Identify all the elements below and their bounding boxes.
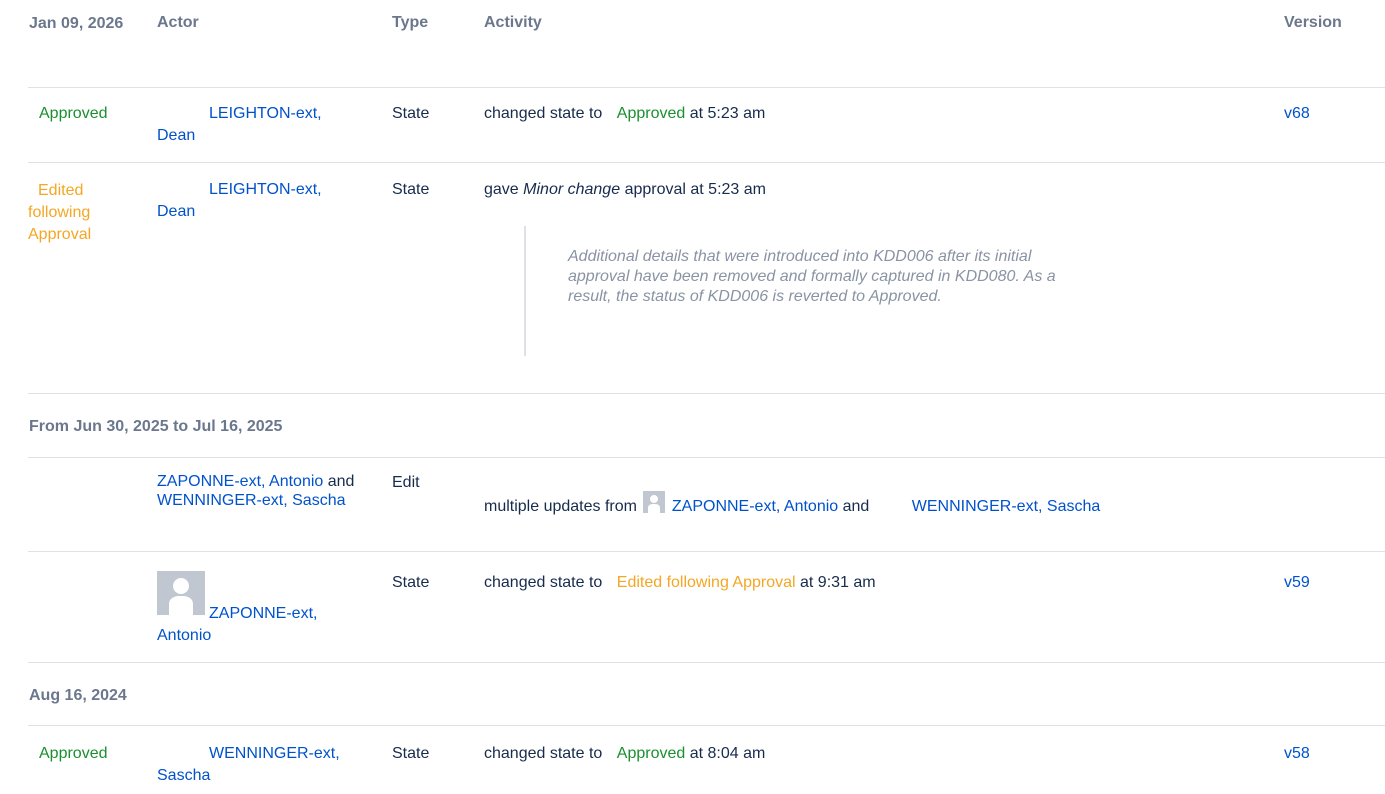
activity-time: at 9:31 am [800, 574, 876, 591]
version-link[interactable]: v68 [1284, 105, 1310, 122]
status-badge-edited: Edited following Approval [28, 182, 92, 243]
activity-status-approved: Approved [616, 105, 686, 122]
activity-description [484, 743, 765, 765]
activity-type: State [392, 181, 430, 198]
row-divider [28, 393, 1385, 394]
activity-status-approved: Approved [616, 745, 686, 762]
activity-description [484, 103, 765, 125]
activity-type: Edit [392, 474, 420, 491]
actor-column-header: Actor [157, 14, 199, 31]
approval-type: Minor change [523, 181, 621, 198]
actor-link[interactable]: LEIGHTON-ext, Dean [157, 181, 322, 220]
activity-type: State [392, 745, 430, 762]
row-divider [28, 725, 1385, 726]
activity-type: State [392, 105, 430, 122]
row-divider [28, 457, 1385, 458]
user-link[interactable]: ZAPONNE-ext, Antonio [671, 498, 839, 515]
row-divider [28, 551, 1385, 552]
activity-text: multiple updates from [484, 498, 637, 515]
actor-link[interactable]: WENNINGER-ext, Sascha [157, 745, 340, 784]
activity-time: at 8:04 am [689, 745, 766, 762]
activity-text: changed state to [484, 105, 603, 122]
user-link[interactable]: WENNINGER-ext, Sascha [911, 498, 1101, 515]
activity-description [484, 179, 766, 201]
activity-description [484, 491, 1204, 517]
version-link[interactable]: v59 [1284, 574, 1310, 591]
approval-comment-text: Additional details that were introduced into KDD006 after its initial approval have been removed and formally captured in KDD080. As a result, the status of KDD006 is reverted to Approved. [568, 248, 1056, 305]
actor-link[interactable]: ZAPONNE-ext, Antonio [157, 473, 324, 490]
actor-link[interactable]: ZAPONNE-ext, Antonio [157, 605, 318, 644]
approval-comment-quote [524, 226, 1066, 356]
user-avatar-icon [643, 491, 665, 513]
actors-list [157, 472, 357, 510]
row-divider [28, 87, 1385, 88]
status-badge-approved: Approved [39, 745, 108, 762]
activity-text: changed state to [484, 574, 603, 591]
activity-text: gave [484, 181, 519, 198]
and-text: and [327, 473, 355, 490]
type-column-header: Type [392, 14, 429, 31]
row-divider [28, 162, 1385, 163]
group-date-header: Aug 16, 2024 [29, 687, 127, 704]
activity-time: at 5:23 am [689, 105, 766, 122]
activity-text: changed state to [484, 745, 603, 762]
row-divider [28, 662, 1385, 663]
actor-link[interactable]: LEIGHTON-ext, Dean [157, 105, 322, 144]
status-badge-approved: Approved [39, 105, 108, 122]
actor-link[interactable]: WENNINGER-ext, Sascha [157, 492, 346, 509]
version-link[interactable]: v58 [1284, 745, 1310, 762]
activity-status-edited: Edited following Approval [616, 574, 796, 591]
version-column-header: Version [1284, 14, 1342, 31]
activity-time: approval at 5:23 am [624, 181, 766, 198]
group-date-range-header: From Jun 30, 2025 to Jul 16, 2025 [29, 418, 283, 435]
group-date-header: Jan 09, 2026 [29, 15, 124, 32]
activity-type: State [392, 574, 430, 591]
activity-description [484, 572, 876, 594]
activity-column-header: Activity [484, 14, 542, 31]
and-text: and [842, 498, 870, 515]
